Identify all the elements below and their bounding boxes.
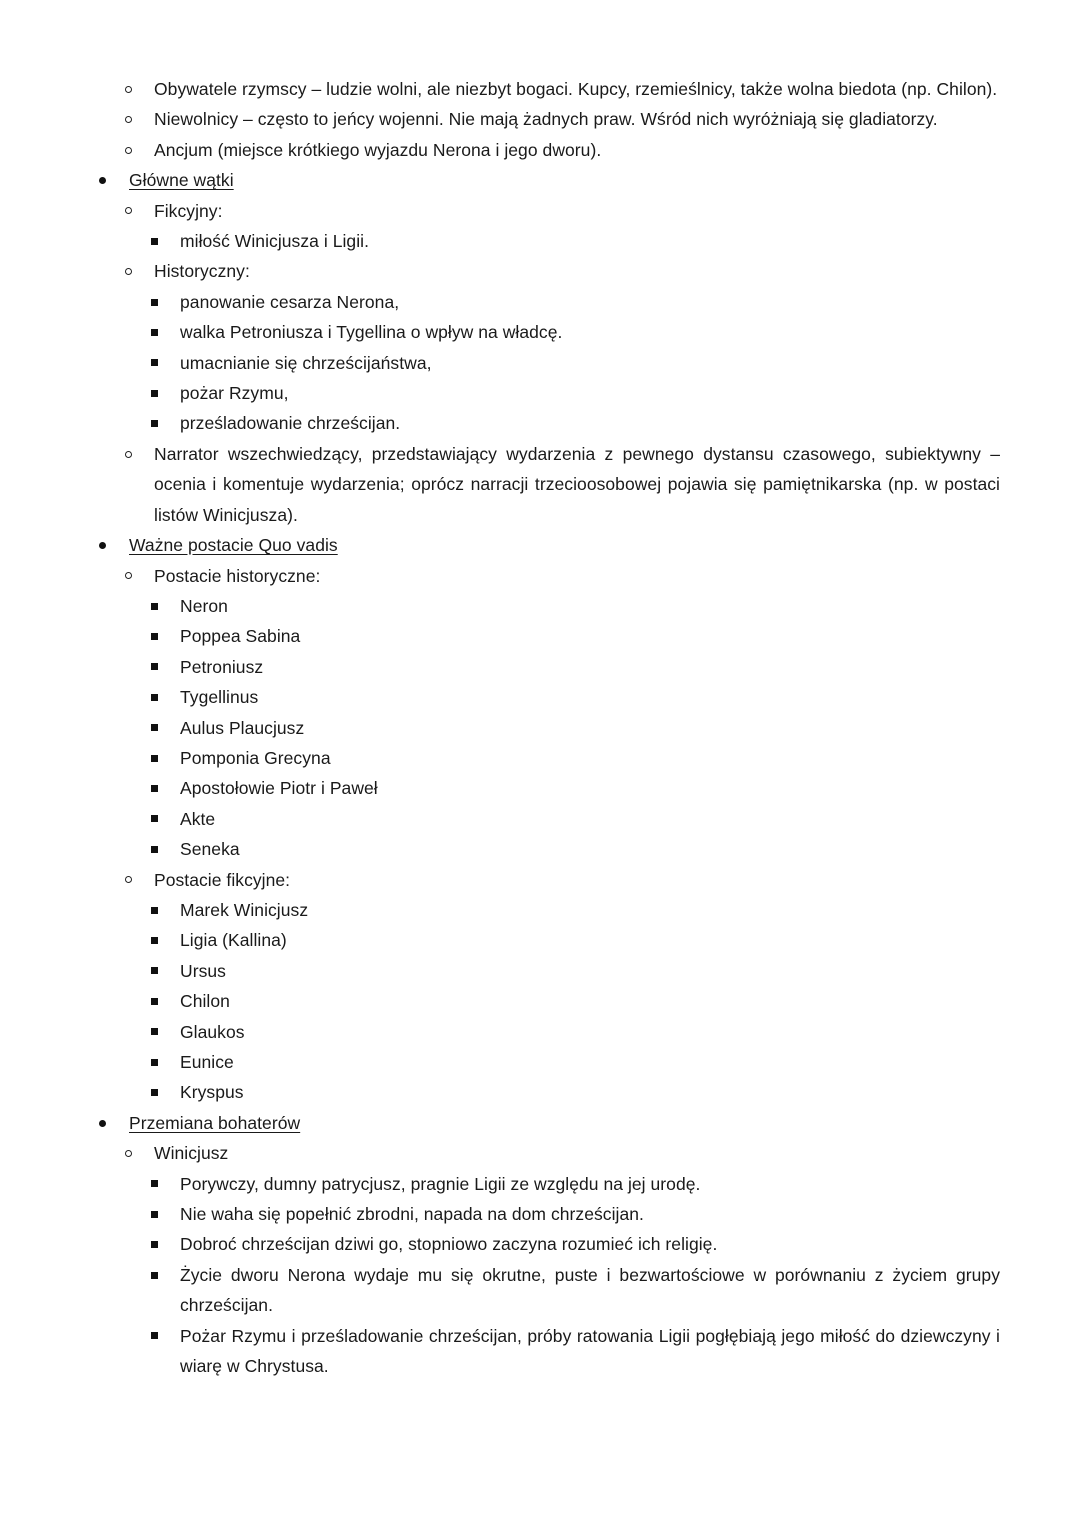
section-heading-characters <box>0 530 1080 560</box>
heading-text: Ważne postacie Quo vadis <box>129 535 338 556</box>
item-text: Fikcyjny: <box>154 200 223 221</box>
hollow-bullet-icon <box>121 135 135 165</box>
item-text: Życie dworu Nerona wydaje mu się okrutne, puste i bezwartościowe w porównaniu z życiem grupy chrześcijan. <box>180 1264 1000 1316</box>
item-text: Porywczy, dumny patrycjusz, pragnie Ligii ze względu na jej urodę. <box>180 1173 701 1194</box>
list-item <box>0 1169 1080 1199</box>
list-item <box>0 1138 1080 1168</box>
list-item <box>0 895 1080 925</box>
item-text: Kryspus <box>180 1082 244 1103</box>
item-text: Ancjum (miejsce krótkiego wyjazdu Nerona i jego dworu). <box>154 139 602 160</box>
heading-text: Przemiana bohaterów <box>129 1112 301 1133</box>
item-text: Ursus <box>180 960 226 981</box>
list-item <box>0 591 1080 621</box>
item-text: Petroniusz <box>180 656 264 677</box>
square-bullet-icon <box>147 621 161 651</box>
square-bullet-icon <box>147 1017 161 1047</box>
list-item <box>0 773 1080 803</box>
list-item <box>0 256 1080 286</box>
square-bullet-icon <box>147 956 161 986</box>
list-item <box>0 1260 1080 1321</box>
list-item <box>0 621 1080 651</box>
list-item <box>0 925 1080 955</box>
item-text: Postacie fikcyjne: <box>154 869 291 890</box>
list-item <box>0 1321 1080 1382</box>
list-item <box>0 135 1080 165</box>
item-text: Dobroć chrześcijan dziwi go, stopniowo zaczyna rozumieć ich religię. <box>180 1234 718 1255</box>
hollow-bullet-icon <box>121 74 135 104</box>
item-text: Niewolnicy – często to jeńcy wojenni. Nie mają żadnych praw. Wśród nich wyróżniają się gladiatorzy. <box>154 109 938 130</box>
square-bullet-icon <box>147 287 161 317</box>
list-item <box>0 439 1080 530</box>
hollow-bullet-icon <box>121 104 135 134</box>
item-text: Pożar Rzymu i prześladowanie chrześcijan, próby ratowania Ligii pogłębiają jego miłość do dziewczyny i wiarę w Chrystusa. <box>180 1325 1000 1377</box>
list-item <box>0 1077 1080 1107</box>
hollow-bullet-icon <box>121 1138 135 1168</box>
square-bullet-icon <box>147 1321 161 1351</box>
square-bullet-icon <box>147 1169 161 1199</box>
item-text: Apostołowie Piotr i Paweł <box>180 778 378 799</box>
section-heading-main-threads <box>0 165 1080 195</box>
list-item <box>0 834 1080 864</box>
list-item <box>0 743 1080 773</box>
item-text: Akte <box>180 808 216 829</box>
item-text: prześladowanie chrześcijan. <box>180 413 401 434</box>
filled-bullet-icon <box>95 530 109 560</box>
item-text: Historyczny: <box>154 261 250 282</box>
square-bullet-icon <box>147 1260 161 1290</box>
square-bullet-icon <box>147 834 161 864</box>
square-bullet-icon <box>147 713 161 743</box>
square-bullet-icon <box>147 408 161 438</box>
square-bullet-icon <box>147 317 161 347</box>
item-text: Eunice <box>180 1052 234 1072</box>
list-item <box>0 682 1080 712</box>
square-bullet-icon <box>147 378 161 408</box>
item-text: Aulus Plaucjusz <box>180 717 305 738</box>
list-item <box>0 317 1080 347</box>
square-bullet-icon <box>147 682 161 712</box>
square-bullet-icon <box>147 652 161 682</box>
list-item <box>0 196 1080 226</box>
item-text: Narrator wszechwiedzący, przedstawiający wydarzenia z pewnego dystansu czasowego, subiektywny – ocenia i komentuje wydarzenia; oprócz narracji trzecioosobowej pojawia się pamiętnikarska (np. w postaci listów Winicjusza). <box>154 443 1000 525</box>
list-item <box>0 1047 1080 1077</box>
list-item <box>0 378 1080 408</box>
item-text: Marek Winicjusz <box>180 899 309 920</box>
list-item <box>0 652 1080 682</box>
square-bullet-icon <box>147 804 161 834</box>
square-bullet-icon <box>147 743 161 773</box>
square-bullet-icon <box>147 591 161 621</box>
item-text: walka Petroniusza i Tygellina o wpływ na władcę. <box>180 322 563 343</box>
item-text: Tygellinus <box>180 687 259 708</box>
item-text: Poppea Sabina <box>180 626 301 647</box>
item-text: Postacie historyczne: <box>154 565 321 586</box>
list-item <box>0 1017 1080 1047</box>
heading-text: Główne wątki <box>129 170 234 191</box>
item-text: Neron <box>180 595 228 616</box>
list-item <box>0 986 1080 1016</box>
list-item <box>0 561 1080 591</box>
square-bullet-icon <box>147 773 161 803</box>
list-item <box>0 287 1080 317</box>
item-text: Chilon <box>180 991 230 1012</box>
square-bullet-icon <box>147 925 161 955</box>
list-item <box>0 713 1080 743</box>
list-item <box>0 104 1080 134</box>
item-text: miłość Winicjusza i Ligii. <box>180 231 369 252</box>
item-text: pożar Rzymu, <box>180 383 289 404</box>
square-bullet-icon <box>147 986 161 1016</box>
list-item <box>0 1199 1080 1229</box>
square-bullet-icon <box>147 1047 161 1077</box>
hollow-bullet-icon <box>121 256 135 286</box>
item-text: Ligia (Kallina) <box>180 930 287 951</box>
hollow-bullet-icon <box>121 561 135 591</box>
item-text: Glaukos <box>180 1021 245 1042</box>
list-item <box>0 74 1080 104</box>
item-text: Obywatele rzymscy – ludzie wolni, ale niezbyt bogaci. Kupcy, rzemieślnicy, także wolna biedota (np. Chilon). <box>154 79 998 99</box>
filled-bullet-icon <box>95 165 109 195</box>
list-item <box>0 348 1080 378</box>
item-text: umacnianie się chrześcijaństwa, <box>180 352 432 373</box>
list-item <box>0 408 1080 438</box>
item-text: Seneka <box>180 839 240 860</box>
filled-bullet-icon <box>95 1108 109 1138</box>
square-bullet-icon <box>147 895 161 925</box>
square-bullet-icon <box>147 1229 161 1259</box>
section-heading-transformation <box>0 1108 1080 1138</box>
item-text: Winicjusz <box>154 1143 229 1164</box>
hollow-bullet-icon <box>121 439 135 469</box>
notes-content <box>0 74 1080 1381</box>
hollow-bullet-icon <box>121 196 135 226</box>
list-item <box>0 1229 1080 1259</box>
square-bullet-icon <box>147 348 161 378</box>
item-text: Nie waha się popełnić zbrodni, napada na dom chrześcijan. <box>180 1204 644 1225</box>
square-bullet-icon <box>147 226 161 256</box>
list-item <box>0 956 1080 986</box>
list-item <box>0 226 1080 256</box>
list-item <box>0 804 1080 834</box>
list-item <box>0 865 1080 895</box>
item-text: Pomponia Grecyna <box>180 747 331 768</box>
item-text: panowanie cesarza Nerona, <box>180 291 400 312</box>
square-bullet-icon <box>147 1077 161 1107</box>
square-bullet-icon <box>147 1199 161 1229</box>
hollow-bullet-icon <box>121 865 135 895</box>
